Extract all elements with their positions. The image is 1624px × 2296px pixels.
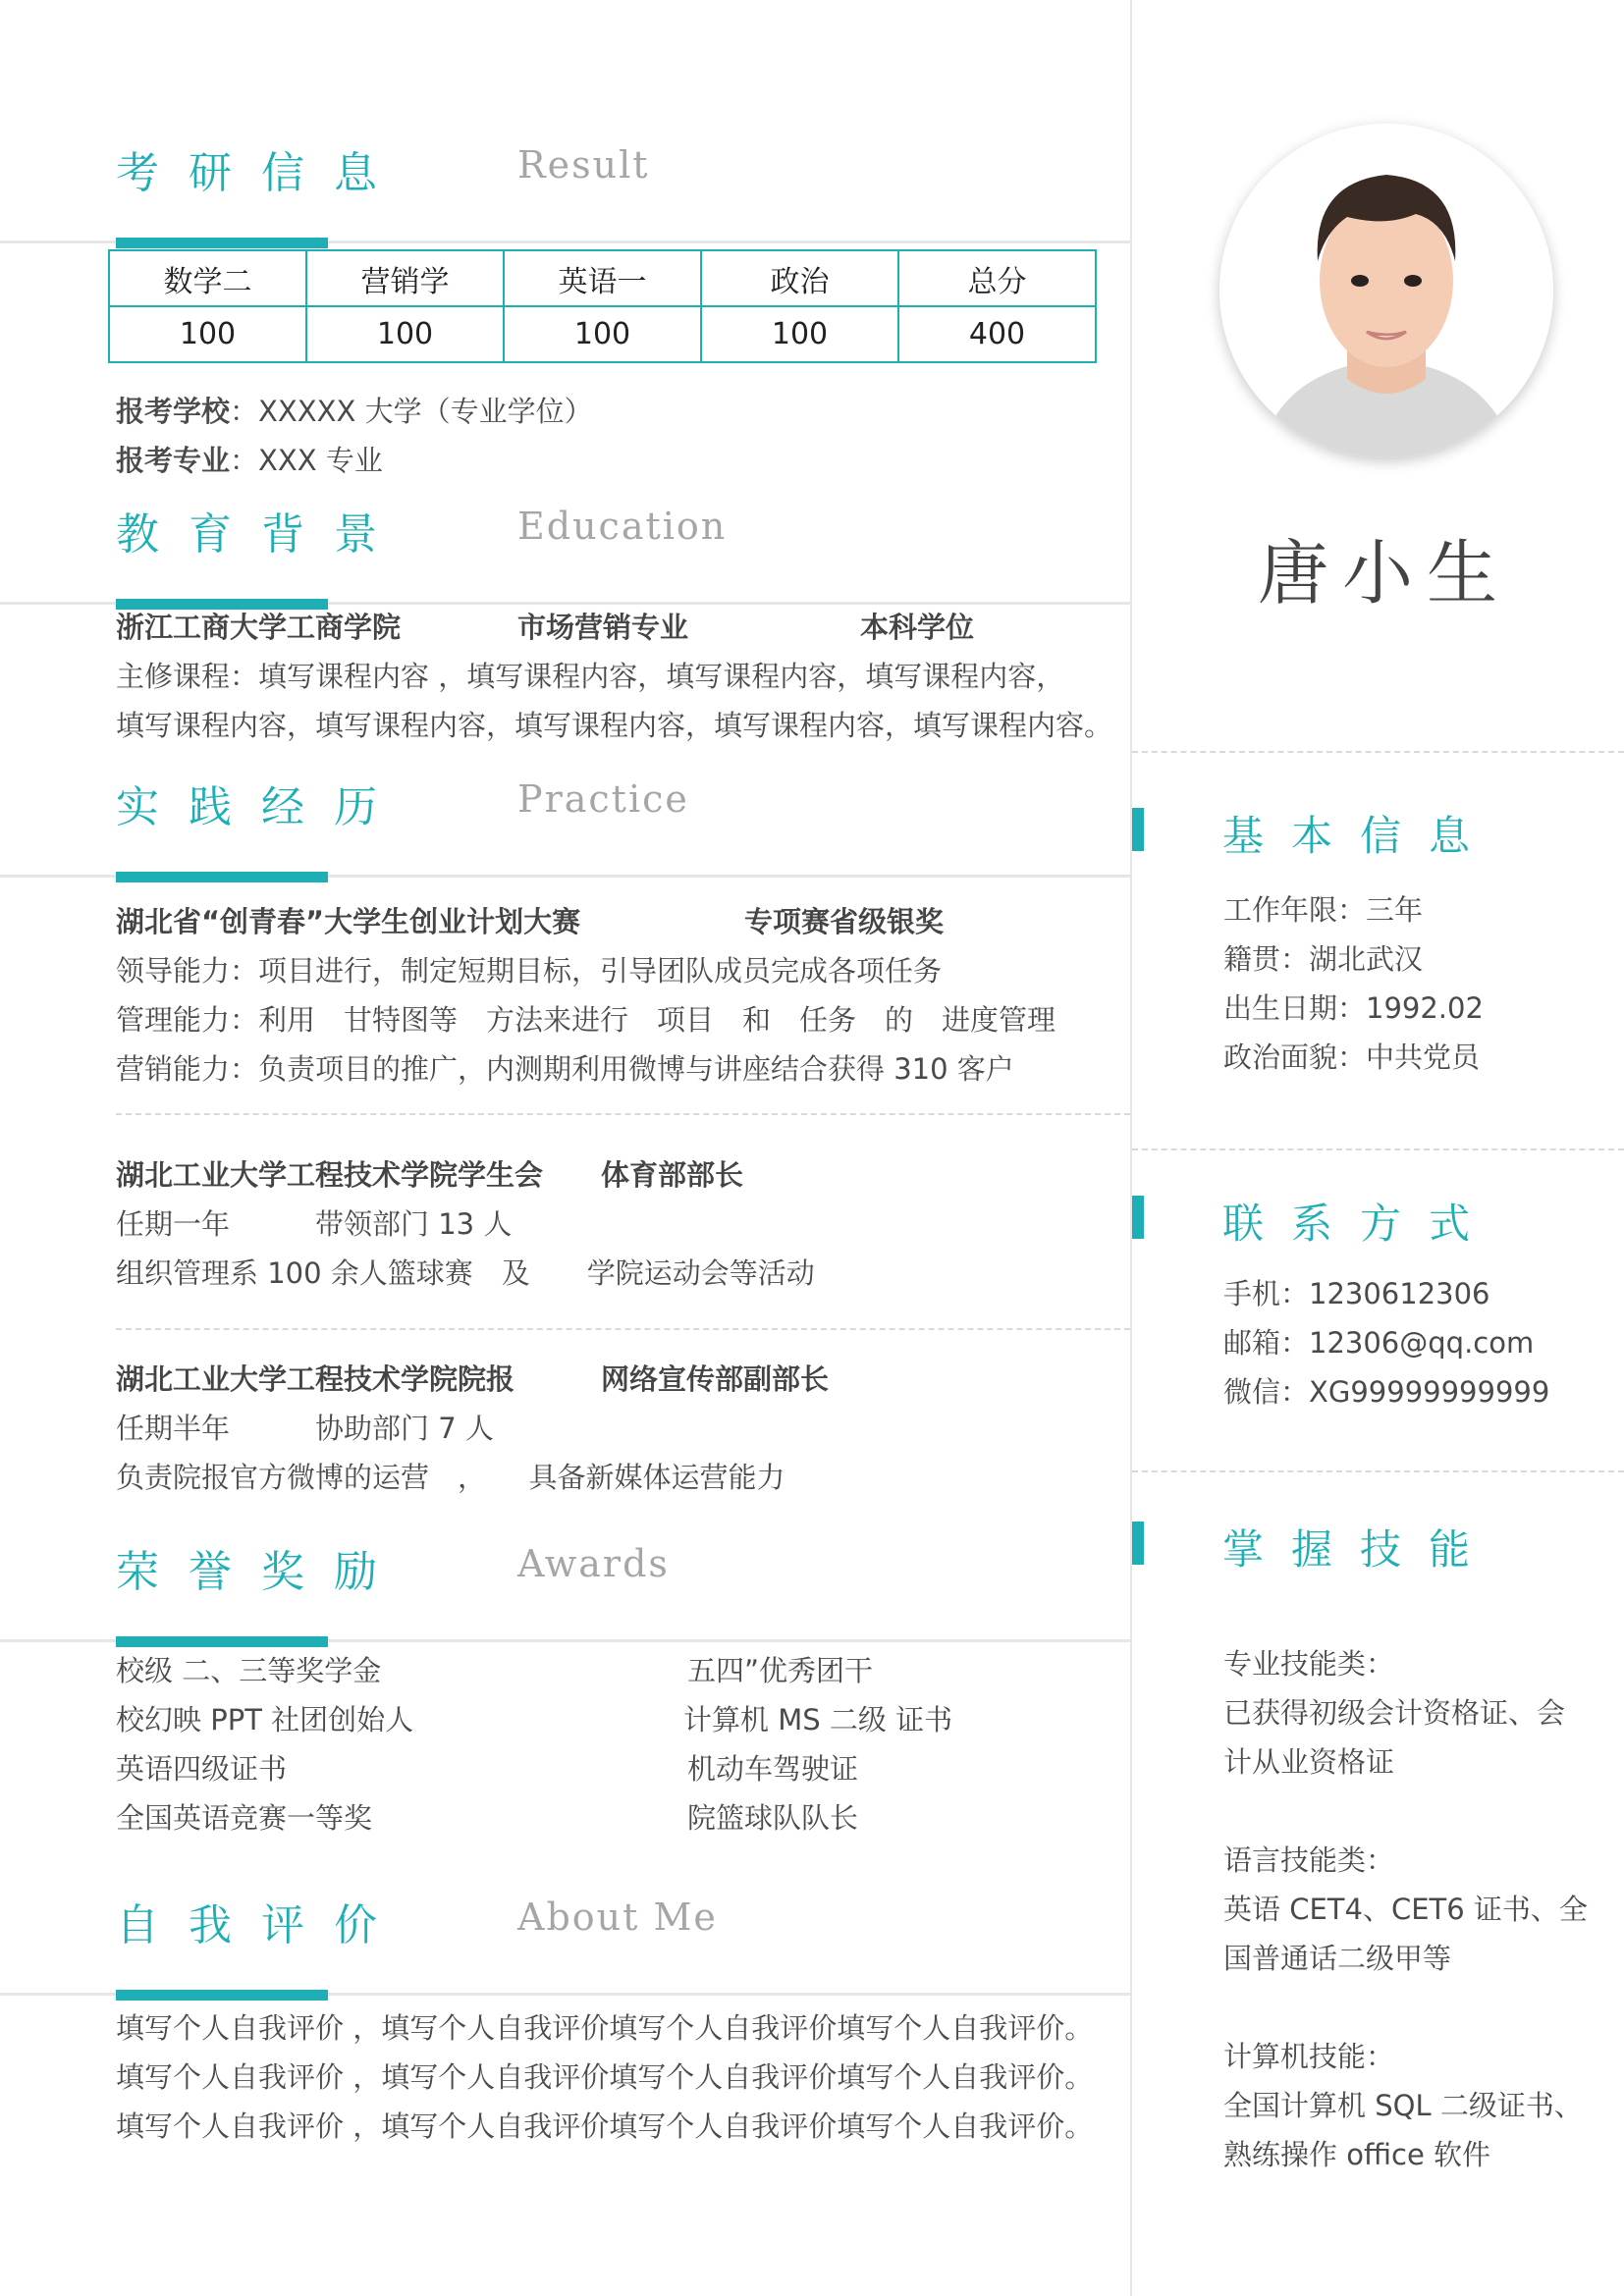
exam-major-label: 报考专业 — [116, 444, 231, 477]
contact-phone: 手机：1230612306 — [1223, 1277, 1490, 1310]
skill-category-label: 语言技能类： — [1223, 1843, 1395, 1877]
section-title-en: Awards — [517, 1542, 670, 1585]
about-line-3: 填写个人自我评价 ，填写个人自我评价填写个人自我评价填写个人自我评价。 — [116, 2109, 1094, 2143]
basic-info-line: 籍贯：湖北武汉 — [1223, 942, 1424, 976]
award-left-4: 全国英语竞赛一等奖 — [116, 1801, 373, 1835]
award-right-2: 计算机 MS 二级 证书 — [683, 1703, 953, 1736]
score-value-marketing: 100 — [306, 306, 504, 362]
skills-header — [1132, 1522, 1624, 1574]
practice-3-org: 湖北工业大学工程技术学院院报 — [116, 1362, 515, 1396]
section-education-header — [0, 499, 1130, 607]
contact-wechat: 微信：XG99999999999 — [1223, 1375, 1550, 1409]
score-header-total: 总分 — [898, 250, 1096, 306]
sidebar-accent-mark — [1132, 808, 1144, 851]
section-accent-bar — [116, 238, 328, 248]
score-table-value-row — [109, 306, 1096, 362]
practice-2-line-1: 任期一年 带领部门 13 人 — [116, 1207, 513, 1241]
skill-category-label: 专业技能类： — [1223, 1647, 1395, 1681]
avatar — [1219, 124, 1553, 457]
section-accent-bar — [116, 872, 328, 882]
section-title-cn: 自我评价 — [116, 1900, 406, 1950]
contact-email: 邮箱：12306@qq.com — [1223, 1326, 1535, 1360]
score-value-math: 100 — [109, 306, 306, 362]
section-title-en: Result — [517, 143, 650, 187]
profile-name: 唐小生 — [1257, 532, 1511, 614]
section-title-en: About Me — [517, 1896, 718, 1939]
skill-line: 计从业资格证 — [1223, 1745, 1395, 1779]
score-header-politics: 政治 — [701, 250, 898, 306]
score-table-header-row — [109, 250, 1096, 306]
basic-info-line: 工作年限：三年 — [1223, 893, 1424, 927]
practice-3-role: 网络宣传部副部长 — [601, 1362, 830, 1396]
practice-3-line-1: 任期半年 协助部门 7 人 — [116, 1412, 494, 1445]
sidebar-separator — [1132, 1470, 1624, 1472]
skills-title: 掌握技能 — [1222, 1525, 1498, 1574]
about-line-1: 填写个人自我评价 ，填写个人自我评价填写个人自我评价填写个人自我评价。 — [116, 2011, 1094, 2045]
practice-1-line-1: 领导能力：项目进行，制定短期目标，引导团队成员完成各项任务 — [116, 954, 943, 988]
practice-1-line-2: 管理能力：利用 甘特图等 方法来进行 项目 和 任务 的 进度管理 — [116, 1003, 1056, 1037]
score-header-marketing: 营销学 — [306, 250, 504, 306]
section-title-cn: 考研信息 — [116, 148, 406, 198]
practice-2-line-2: 组织管理系 100 余人篮球赛 及 学院运动会等活动 — [116, 1256, 815, 1290]
section-title-cn: 实践经历 — [116, 782, 406, 832]
practice-1-org: 湖北省“创青春”大学生创业计划大赛 — [116, 905, 581, 938]
score-value-total: 400 — [898, 306, 1096, 362]
section-title-en: Practice — [517, 777, 689, 821]
exam-school-line — [116, 390, 593, 430]
practice-1-line-3: 营销能力：负责项目的推广，内测期利用微博与讲座结合获得 310 客户 — [116, 1052, 1014, 1086]
section-exam-header — [0, 137, 1130, 245]
practice-2-org: 湖北工业大学工程技术学院学生会 — [116, 1158, 544, 1192]
exam-major-value: ：XXX 专业 — [230, 444, 383, 477]
score-header-english: 英语一 — [504, 250, 701, 306]
score-value-english: 100 — [504, 306, 701, 362]
basic-info-title: 基本信息 — [1222, 812, 1498, 860]
award-left-3: 英语四级证书 — [116, 1752, 288, 1786]
skill-category-label: 计算机技能： — [1223, 2040, 1395, 2073]
education-courses-line-2: 填写课程内容，填写课程内容，填写课程内容，填写课程内容，填写课程内容。 — [116, 709, 1113, 742]
score-value-politics: 100 — [701, 306, 898, 362]
award-right-3: 机动车驾驶证 — [687, 1752, 859, 1786]
sidebar-separator — [1132, 1148, 1624, 1150]
about-line-2: 填写个人自我评价 ，填写个人自我评价填写个人自我评价填写个人自我评价。 — [116, 2060, 1094, 2094]
skill-line: 熟练操作 office 软件 — [1223, 2138, 1491, 2171]
award-right-1: 五四”优秀团干 — [687, 1654, 874, 1687]
education-courses-line-1: 主修课程：填写课程内容 ，填写课程内容，填写课程内容，填写课程内容， — [116, 660, 1065, 693]
practice-separator — [116, 1113, 1130, 1115]
skill-line: 英语 CET4、CET6 证书、全 — [1223, 1893, 1588, 1926]
exam-school-label: 报考学校 — [116, 395, 231, 428]
sidebar-accent-mark — [1132, 1522, 1144, 1565]
basic-info-line: 出生日期：1992.02 — [1223, 991, 1484, 1025]
practice-separator — [116, 1328, 1130, 1330]
practice-1-role: 专项赛省级银奖 — [744, 905, 945, 938]
basic-info-header — [1132, 808, 1624, 860]
contact-title: 联系方式 — [1222, 1200, 1498, 1248]
practice-3-line-2: 负责院报官方微博的运营 ， 具备新媒体运营能力 — [116, 1461, 785, 1494]
education-degree: 本科学位 — [860, 611, 975, 644]
education-school: 浙江工商大学工商学院 — [116, 611, 402, 644]
section-practice-header — [0, 772, 1130, 880]
score-header-math: 数学二 — [109, 250, 306, 306]
section-about-header — [0, 1890, 1130, 1998]
contact-header — [1132, 1196, 1624, 1248]
education-major: 市场营销专业 — [517, 611, 689, 644]
section-title-en: Education — [517, 505, 728, 548]
award-right-4: 院篮球队队长 — [687, 1801, 859, 1835]
award-left-1: 校级 二、三等奖学金 — [116, 1654, 382, 1687]
skill-line: 全国计算机 SQL 二级证书、 — [1223, 2089, 1583, 2122]
section-awards-header — [0, 1536, 1130, 1644]
basic-info-line: 政治面貌：中共党员 — [1223, 1041, 1481, 1074]
exam-major-line — [116, 439, 383, 479]
section-title-cn: 荣誉奖励 — [116, 1547, 406, 1597]
skill-line: 国普通话二级甲等 — [1223, 1942, 1452, 1975]
practice-2-role: 体育部部长 — [601, 1158, 744, 1192]
avatar-portrait-icon — [1219, 124, 1553, 457]
sidebar-separator — [1132, 751, 1624, 753]
section-accent-bar — [116, 1636, 328, 1647]
award-left-2: 校幻映 PPT 社团创始人 — [116, 1703, 414, 1736]
sidebar-accent-mark — [1132, 1196, 1144, 1239]
section-title-cn: 教育背景 — [116, 509, 406, 560]
section-accent-bar — [116, 1990, 328, 2001]
exam-school-value: ：XXXXX 大学（专业学位） — [230, 395, 593, 428]
skill-line: 已获得初级会计资格证、会 — [1223, 1696, 1566, 1730]
score-table — [108, 249, 1097, 363]
